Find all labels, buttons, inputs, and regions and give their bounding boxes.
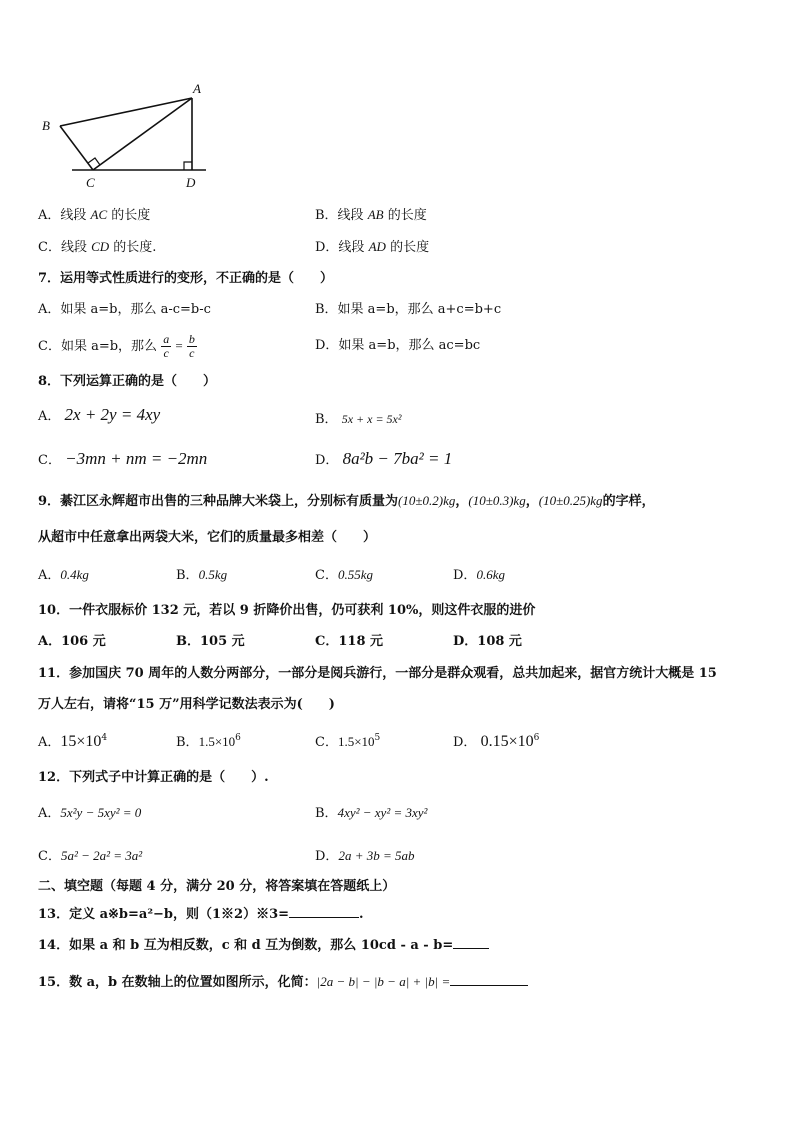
q8-b-label: B． (315, 412, 338, 427)
q9-a-label: A． (38, 568, 61, 583)
q7-option-d[interactable]: D．如果 a=b，那么 ac=bc (315, 338, 481, 353)
q10-option-c[interactable]: C．118 元 (315, 634, 384, 649)
q12-option-a[interactable] (38, 804, 141, 823)
q13-end: . (359, 907, 364, 922)
frac-numerator: b (188, 332, 195, 346)
q10-stem: 10．一件衣服标价 132 元，若以 9 折降价出售，仍可获利 10%，则这件衣服的进价 (38, 603, 536, 618)
q14-answer-blank[interactable] (453, 936, 489, 949)
q9-line-2: 从超市中任意拿出两袋大米，它们的质量最多相差（ ） (38, 530, 377, 545)
q6-c-post: 的长度. (113, 240, 157, 255)
segment-bc (60, 126, 93, 170)
q7-c-fraction-left (161, 333, 171, 360)
q8-option-c[interactable] (38, 450, 207, 470)
q9-c-value: 0.55kg (337, 567, 373, 582)
q12-c-label: C． (38, 849, 61, 864)
q8-stem: 8．下列运算正确的是（ ） (38, 374, 217, 389)
q9-b-value: 0.5kg (198, 567, 228, 582)
q9-a-value: 0.4kg (60, 567, 89, 582)
q9-d-value: 0.6kg (476, 567, 505, 582)
q14 (38, 936, 489, 955)
label-b: B (42, 118, 50, 133)
q6-b-math: AB (367, 207, 384, 222)
q15-answer-blank[interactable] (450, 973, 528, 986)
frac-denominator: c (189, 346, 195, 360)
q15-text: 15．数 a，b 在数轴上的位置如图所示，化简： (38, 975, 317, 990)
q13-answer-blank[interactable] (289, 905, 359, 918)
q8-d-math: 8a²b − 7ba² = 1 (342, 449, 453, 468)
q8-b-math: 5x + x = 5x² (341, 412, 402, 426)
q9-c-label: C． (315, 568, 338, 583)
q12-option-d[interactable] (315, 847, 414, 866)
q9-line1-post: 的字样， (602, 494, 655, 509)
frac-denominator: c (163, 346, 169, 360)
q9-mass-2: (10±0.3)kg (468, 493, 526, 508)
frac-numerator: a (163, 332, 170, 346)
q15-math: |2a − b| − |b − a| + |b| = (316, 974, 451, 989)
q12-a-label: A． (38, 806, 61, 821)
q15 (38, 973, 528, 992)
q8-a-math: 2x + 2y = 4xy (64, 405, 161, 424)
q8-c-label: C． (38, 453, 61, 468)
section-title-fill-in: 二、填空题（每题 4 分，满分 20 分，将答案填在答题纸上） (38, 879, 396, 894)
q9-mass-3: (10±0.25)kg (538, 493, 603, 508)
q6-c-pre: C．线段 (38, 240, 87, 255)
q6-a-post: 的长度 (111, 208, 151, 223)
q11-a-label: A． (38, 735, 61, 750)
q12-option-c[interactable] (38, 847, 142, 866)
q7-option-a[interactable]: A．如果 a=b，那么 a-c=b-c (38, 302, 211, 317)
label-c: C (86, 175, 95, 190)
right-angle-mark-c (88, 158, 100, 165)
q11-c-label: C． (315, 735, 338, 750)
q9-option-d[interactable] (453, 566, 505, 585)
q10-option-a[interactable]: A．106 元 (38, 634, 106, 649)
q12-b-math: 4xy² − xy² = 3xy² (337, 805, 428, 820)
q6-d-math: AD (368, 239, 386, 254)
q12-option-b[interactable] (315, 804, 427, 823)
q7-c-fraction-right (187, 333, 197, 360)
q11-option-b[interactable] (176, 733, 241, 752)
q11-option-d[interactable] (453, 733, 539, 752)
right-angle-mark-d (184, 162, 192, 170)
q8-option-d[interactable] (315, 450, 452, 470)
q9-mass-1: (10±0.2)kg (398, 493, 456, 508)
q7-option-b[interactable]: B．如果 a=b，那么 a+c=b+c (315, 302, 502, 317)
q11-d-label: D． (453, 735, 477, 750)
q11-d-exp: 6 (533, 733, 540, 743)
geometry-figure (36, 78, 216, 198)
q12-c-math: 5a² − 2a² = 3a² (60, 848, 143, 863)
q6-option-a[interactable] (38, 206, 150, 225)
q8-c-math: −3mn + nm = −2mn (65, 449, 208, 468)
q9-line1-pre: 9．綦江区永辉超市出售的三种品牌大米袋上，分别标有质量为 (38, 494, 399, 509)
q11-b-base: 1.5×10 (198, 734, 236, 749)
q6-c-math: CD (91, 239, 110, 254)
q7-c-equals: = (175, 338, 183, 353)
q10-option-b[interactable]: B．105 元 (176, 634, 245, 649)
q12-stem: 12．下列式子中计算正确的是（ ）. (38, 770, 269, 785)
q10-option-d[interactable]: D．108 元 (453, 634, 522, 649)
q9-option-c[interactable] (315, 566, 373, 585)
q11-b-label: B． (176, 735, 199, 750)
q8-a-label: A． (38, 409, 61, 424)
q9-sep-1: ， (455, 494, 469, 509)
q11-line-2: 万人左右，请将“15 万”用科学记数法表示为( ) (38, 697, 335, 712)
label-d: D (186, 175, 196, 190)
q6-option-d[interactable] (315, 238, 429, 257)
q8-option-b[interactable] (315, 410, 401, 429)
q9-sep-2: ， (525, 494, 539, 509)
q8-d-label: D． (315, 453, 339, 468)
q6-b-pre: B．线段 (315, 208, 364, 223)
q12-b-label: B． (315, 806, 338, 821)
q6-a-pre: A．线段 (38, 208, 87, 223)
q9-option-b[interactable] (176, 566, 227, 585)
q13 (38, 905, 364, 924)
label-a: A (193, 81, 201, 96)
q7-stem: 7．运用等式性质进行的变形，不正确的是（ ） (38, 271, 334, 286)
q11-d-base: 0.15×10 (480, 733, 534, 750)
q11-a-exp: 4 (101, 733, 108, 743)
q6-a-math: AC (90, 207, 108, 222)
q9-b-label: B． (176, 568, 199, 583)
q12-a-math: 5x²y − 5xy² = 0 (60, 805, 142, 820)
q7-c-pre: C．如果 a=b，那么 (38, 339, 158, 354)
q11-c-exp: 5 (374, 733, 381, 743)
q6-d-post: 的长度 (390, 240, 430, 255)
q6-b-post: 的长度 (387, 208, 427, 223)
q6-option-c[interactable] (38, 238, 156, 257)
q14-text: 14．如果 a 和 b 互为相反数，c 和 d 互为倒数，那么 10cd - a - b= (38, 938, 454, 953)
q9-d-label: D． (453, 568, 477, 583)
q11-b-exp: 6 (235, 733, 241, 743)
q6-option-b[interactable] (315, 206, 427, 225)
q11-line-1: 11．参加国庆 70 周年的人数分两部分，一部分是阅兵游行，一部分是群众观看，总共加起来，据官方统计大概是 15 (38, 666, 717, 681)
q7-option-c[interactable] (38, 327, 197, 366)
q13-text: 13．定义 a※b=a²−b，则（1※2）※3= (38, 907, 290, 922)
q9-line-1 (38, 492, 655, 511)
q6-d-pre: D．线段 (315, 240, 365, 255)
q11-c-base: 1.5×10 (337, 734, 375, 749)
q11-option-a[interactable] (38, 733, 107, 752)
q11-a-base: 15×10 (60, 733, 102, 750)
q11-option-c[interactable] (315, 733, 380, 752)
q12-d-math: 2a + 3b = 5ab (338, 848, 415, 863)
q8-option-a[interactable] (38, 406, 160, 426)
q9-option-a[interactable] (38, 566, 89, 585)
q12-d-label: D． (315, 849, 339, 864)
